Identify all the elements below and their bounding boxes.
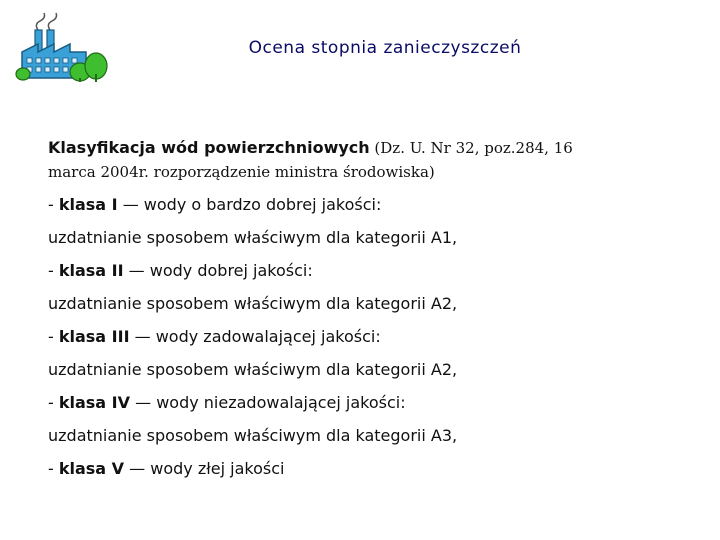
list-item bbox=[48, 194, 668, 216]
list-item bbox=[48, 326, 668, 348]
list-item bbox=[48, 293, 668, 315]
item-prefix: - bbox=[48, 261, 59, 280]
page-title: Ocena stopnia zanieczyszczeń bbox=[248, 38, 522, 58]
classification-heading bbox=[48, 136, 668, 184]
treatment-text: uzdatnianie sposobem właściwym dla kategorii A2, bbox=[48, 360, 458, 379]
list-item bbox=[48, 359, 668, 381]
class-label: klasa I bbox=[58, 195, 118, 214]
class-label: klasa II bbox=[58, 261, 124, 280]
treatment-text: uzdatnianie sposobem właściwym dla kategorii A2, bbox=[48, 294, 458, 313]
treatment-text: uzdatnianie sposobem właściwym dla kategorii A3, bbox=[48, 426, 458, 445]
list-item bbox=[48, 227, 668, 249]
class-label: klasa III bbox=[58, 327, 130, 346]
treatment-text: uzdatnianie sposobem właściwym dla kategorii A1, bbox=[48, 228, 458, 247]
content-body bbox=[48, 136, 668, 491]
heading-reference-2: marca 2004r. rozporządzenie ministra środowiska) bbox=[48, 163, 435, 181]
class-description: — wody zadowalającej jakości: bbox=[129, 327, 381, 346]
class-description: — wody dobrej jakości: bbox=[123, 261, 313, 280]
heading-bold: Klasyfikacja wód powierzchniowych bbox=[48, 138, 370, 157]
item-prefix: - bbox=[48, 195, 59, 214]
list-item bbox=[48, 458, 668, 480]
item-prefix: - bbox=[48, 459, 59, 478]
class-label: klasa IV bbox=[58, 393, 131, 412]
class-description: — wody złej jakości bbox=[124, 459, 285, 478]
class-description: — wody o bardzo dobrej jakości: bbox=[117, 195, 382, 214]
class-description: — wody niezadowalającej jakości: bbox=[130, 393, 406, 412]
class-label: klasa V bbox=[58, 459, 125, 478]
heading-reference-1: (Dz. U. Nr 32, poz.284, 16 bbox=[369, 139, 573, 157]
list-item bbox=[48, 425, 668, 447]
item-prefix: - bbox=[48, 393, 59, 412]
list-item bbox=[48, 392, 668, 414]
list-item bbox=[48, 260, 668, 282]
item-prefix: - bbox=[48, 327, 59, 346]
